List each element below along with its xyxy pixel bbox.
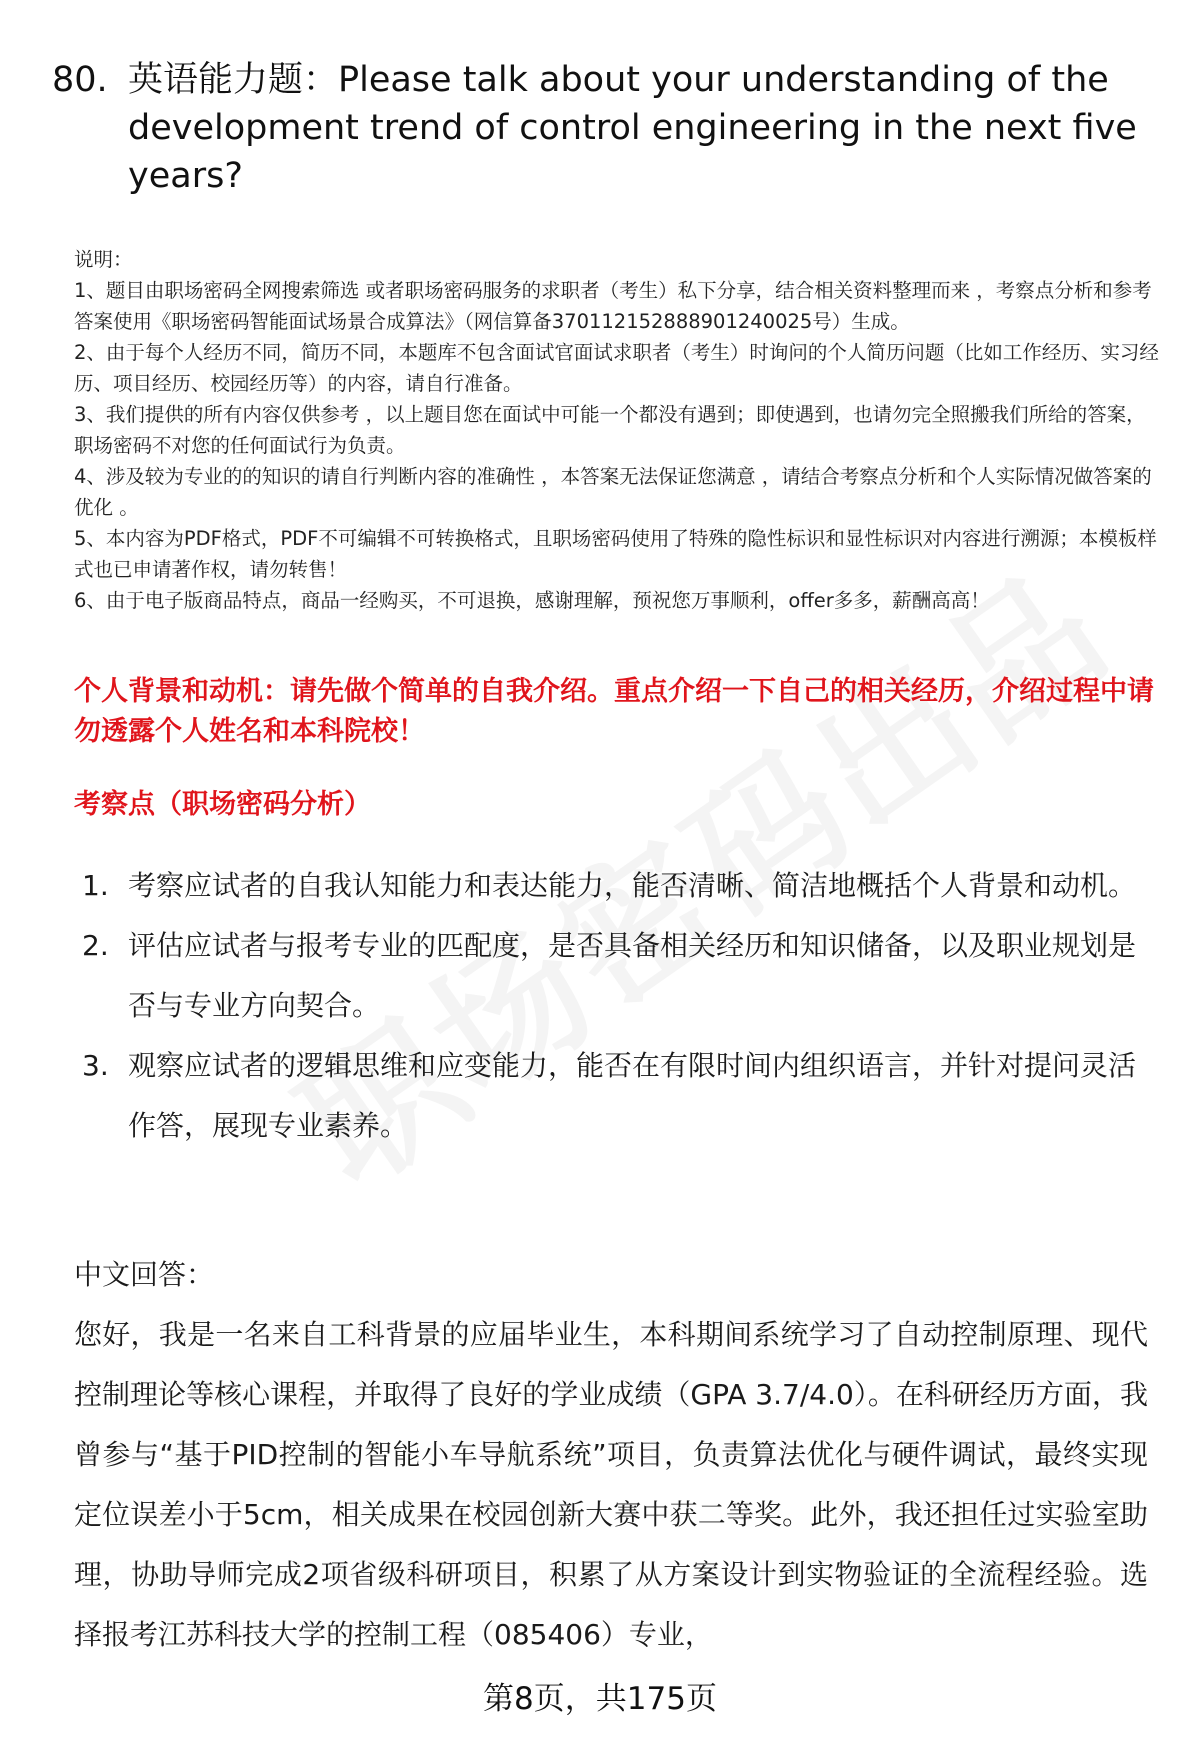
- analysis-point-number: 1.: [82, 869, 109, 902]
- analysis-heading: 考察点（职场密码分析）: [74, 789, 371, 820]
- analysis-point: [82, 856, 1162, 916]
- note-item: 6、由于电子版商品特点，商品一经购买，不可退换，感谢理解，预祝您万事顺利，offer多多，薪酬高高！: [74, 589, 990, 612]
- answer-text: 您好，我是一名来自工科背景的应届毕业生，本科期间系统学习了自动控制原理、现代控制理论等核心课程，并取得了良好的学业成绩（GPA 3.7/4.0）。在科研经历方面，我曾参与“基于PID控制的智能小车导航系统”项目，负责算法优化与硬件调试，最终实现定位误差小于5cm，相关成果在校园创新大赛中获二等奖。此外，我还担任过实验室助理，协助导师完成2项省级科研项目，积累了从方案设计到实物验证的全流程经验。选择报考江苏科技大学的控制工程（085406）专业，: [74, 1318, 1148, 1651]
- analysis-point-text: 评估应试者与报考专业的匹配度，是否具备相关经历和知识储备，以及职业规划是否与专业方向契合。: [128, 929, 1137, 1022]
- analysis-points-list: [82, 856, 1162, 1156]
- note-item: 4、涉及较为专业的的知识的请自行判断内容的准确性 ，本答案无法保证您满意 ，请结合考察点分析和个人实际情况做答案的优化 。: [74, 465, 1152, 519]
- note-item: 3、我们提供的所有内容仅供参考 ，以上题目您在面试中可能一个都没有遇到；即使遇到，也请勿完全照搬我们所给的答案，职场密码不对您的任何面试行为负责。: [74, 403, 1146, 457]
- analysis-point-number: 3.: [82, 1049, 109, 1082]
- answer-label: 中文回答：: [74, 1258, 215, 1291]
- analysis-point: [82, 916, 1162, 1036]
- note-item: 5、本内容为PDF格式，PDF不可编辑不可转换格式，且职场密码使用了特殊的隐性标识和显性标识对内容进行溯源；本模板样式也已申请著作权，请勿转售！: [74, 527, 1157, 581]
- page-footer: 第8页，共175页: [483, 1681, 717, 1717]
- notes-section: [74, 244, 1162, 616]
- analysis-point: [82, 1036, 1162, 1156]
- note-item: 2、由于每个人经历不同，简历不同，本题库不包含面试官面试求职者（考生）时询问的个人简历问题（比如工作经历、实习经历、项目经历、校园经历等）的内容，请自行准备。: [74, 341, 1159, 395]
- question-number: 80.: [52, 60, 108, 100]
- notes-title: 说明：: [74, 248, 133, 271]
- note-item: 1、题目由职场密码全网搜索筛选 或者职场密码服务的求职者（考生）私下分享，结合相关资料整理而来 ，考察点分析和参考答案使用《职场密码智能面试场景合成算法》（网信算备370112152888901240025号）生成。: [74, 279, 1152, 333]
- analysis-point-text: 观察应试者的逻辑思维和应变能力，能否在有限时间内组织语言，并针对提问灵活作答，展现专业素养。: [128, 1049, 1137, 1142]
- question-text: 英语能力题：Please talk about your understanding of the development trend of control engineering in the next five years?: [128, 60, 1137, 196]
- analysis-point-number: 2.: [82, 929, 109, 962]
- question-title: [52, 56, 1152, 200]
- background-question-heading: 个人背景和动机：请先做个简单的自我介绍。重点介绍一下自己的相关经历，介绍过程中请勿透露个人姓名和本科院校！: [74, 676, 1154, 747]
- analysis-point-text: 考察应试者的自我认知能力和表达能力，能否清晰、简洁地概括个人背景和动机。: [128, 869, 1137, 902]
